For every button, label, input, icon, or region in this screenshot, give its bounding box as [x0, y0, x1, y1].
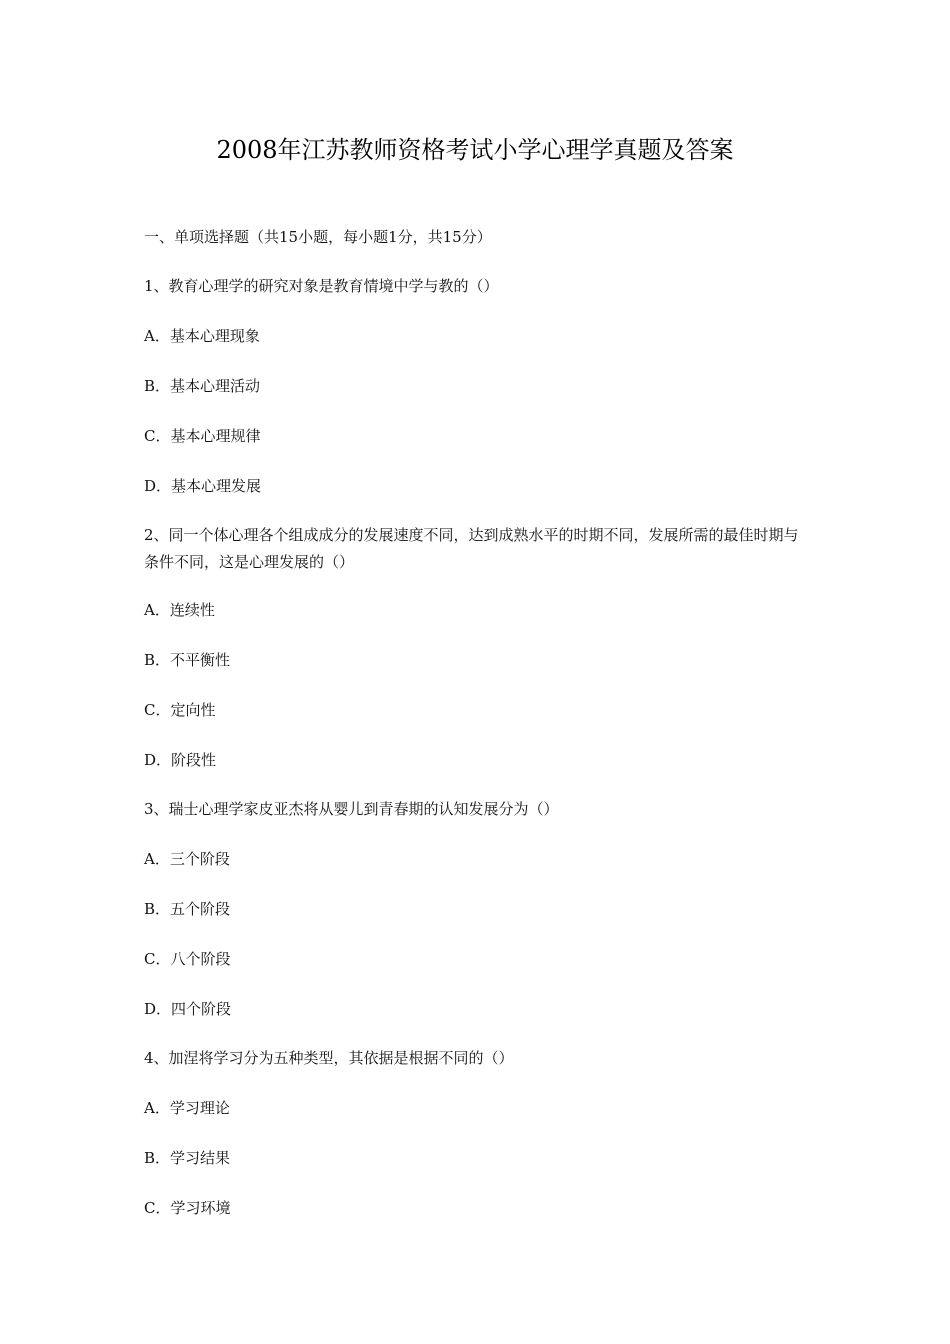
question-2-option-b: B．不平衡性 [144, 651, 231, 669]
question-2-stem: 2、同一个体心理各个组成成分的发展速度不同，达到成熟水平的时期不同，发展所需的最佳时期与条件不同，这是心理发展的（） [144, 526, 799, 571]
question-1-option-d: D．基本心理发展 [144, 477, 262, 495]
document-title: 2008年江苏教师资格考试小学心理学真题及答案 [216, 136, 734, 164]
question-3-option-a: A．三个阶段 [144, 850, 230, 868]
question-2-option-c: C．定向性 [144, 701, 216, 719]
question-2-option-a: A．连续性 [144, 601, 215, 619]
question-4-option-b: B．学习结果 [144, 1149, 231, 1167]
question-3-stem: 3、瑞士心理学家皮亚杰将从婴儿到青春期的认知发展分为（） [144, 800, 559, 818]
question-1-stem: 1、教育心理学的研究对象是教育情境中学与教的（） [144, 277, 499, 295]
question-3-option-d: D．四个阶段 [144, 1000, 232, 1018]
question-3-option-b: B．五个阶段 [144, 900, 231, 918]
question-1-option-a: A．基本心理现象 [144, 327, 260, 345]
question-4-stem: 4、加涅将学习分为五种类型，其依据是根据不同的（） [144, 1049, 514, 1067]
section-heading: 一、单项选择题（共15小题，每小题1分，共15分） [144, 228, 492, 246]
question-1-option-b: B．基本心理活动 [144, 377, 261, 395]
question-4-option-a: A．学习理论 [144, 1099, 230, 1117]
question-3-option-c: C．八个阶段 [144, 950, 231, 968]
question-1-option-c: C．基本心理规律 [144, 427, 261, 445]
question-4-option-c: C．学习环境 [144, 1199, 231, 1217]
question-2-option-d: D．阶段性 [144, 751, 217, 769]
